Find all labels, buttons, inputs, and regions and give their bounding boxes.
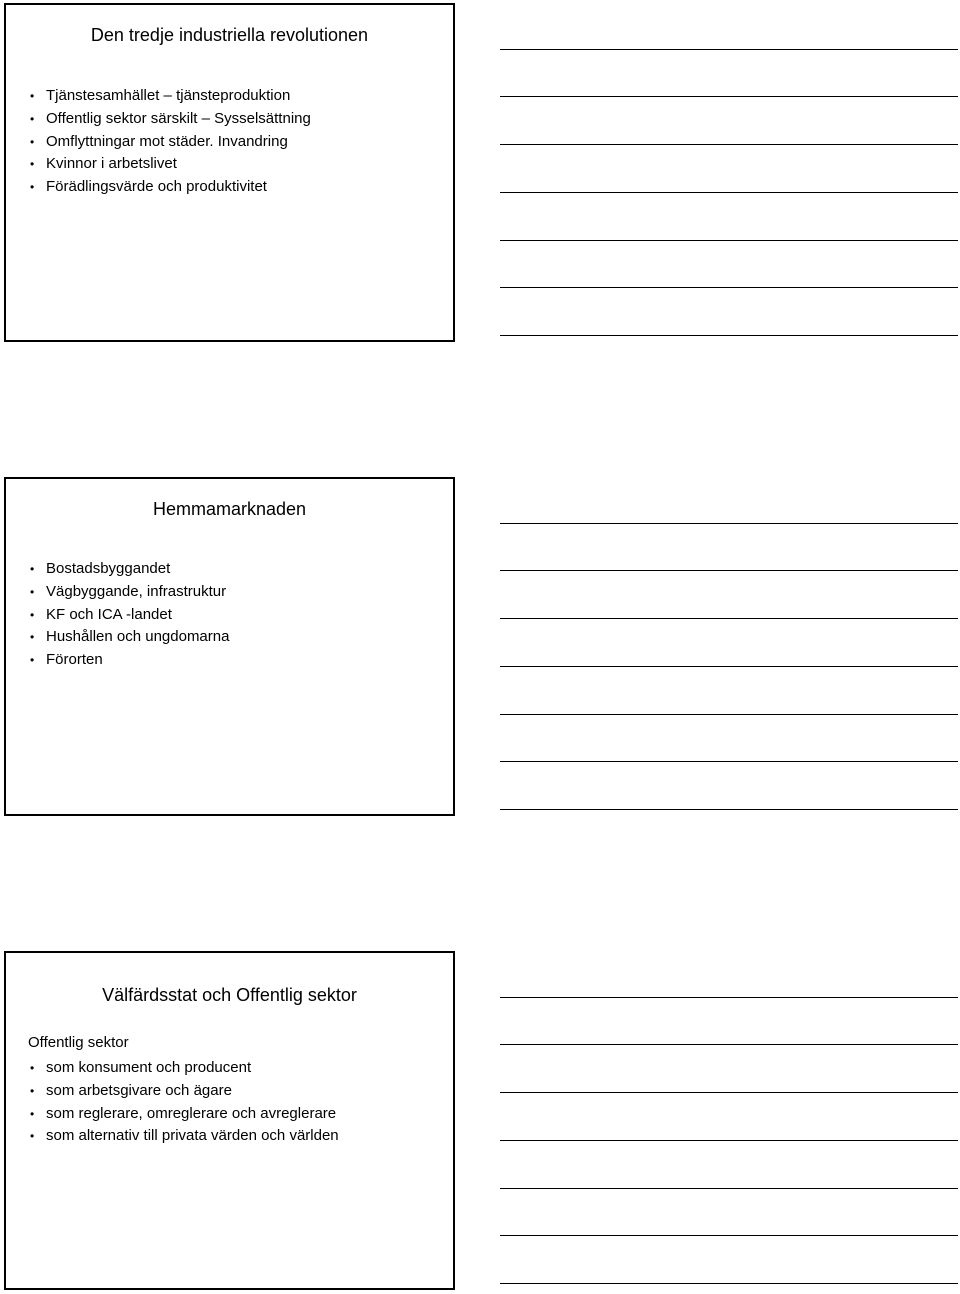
bullet-list — [30, 1057, 339, 1148]
note-line — [500, 1188, 958, 1189]
note-line — [500, 49, 958, 50]
slide-1 — [4, 3, 455, 342]
note-line — [500, 1235, 958, 1236]
slide-intro: Offentlig sektor — [28, 1034, 129, 1051]
list-item: • Bostadsbyggandet — [30, 558, 229, 581]
note-line — [500, 335, 958, 336]
list-item: • Hushållen och ungdomarna — [30, 626, 229, 649]
bullet-list — [30, 558, 229, 672]
slide-title: Hemmamarknaden — [152, 499, 307, 519]
slide-title: Välfärdsstat och Offentlig sektor — [102, 985, 357, 1005]
note-line — [500, 1044, 958, 1045]
note-line — [500, 240, 958, 241]
list-item: • Omflyttningar mot städer. Invandring — [30, 131, 311, 154]
note-line — [500, 1092, 958, 1093]
bullet-list — [30, 85, 311, 199]
note-line — [500, 1283, 958, 1284]
list-item: • som alternativ till privata värden och världen — [30, 1125, 339, 1148]
list-item: • Offentlig sektor särskilt – Sysselsättning — [30, 108, 311, 131]
note-line — [500, 997, 958, 998]
note-line — [500, 144, 958, 145]
list-item: • som reglerare, omreglerare och avreglerare — [30, 1103, 339, 1126]
notes-lines-3 — [500, 948, 958, 1288]
note-line — [500, 96, 958, 97]
list-item: • som konsument och producent — [30, 1057, 339, 1080]
list-item: • KF och ICA -landet — [30, 604, 229, 627]
notes-lines-2 — [500, 474, 958, 814]
list-item: • som arbetsgivare och ägare — [30, 1080, 339, 1103]
list-item: • Förorten — [30, 649, 229, 672]
note-line — [500, 192, 958, 193]
list-item: • Förädlingsvärde och produktivitet — [30, 176, 311, 199]
slide-3 — [4, 951, 455, 1290]
note-line — [500, 570, 958, 571]
list-item: • Tjänstesamhället – tjänsteproduktion — [30, 85, 311, 108]
note-line — [500, 809, 958, 810]
note-line — [500, 1140, 958, 1141]
slide-title: Den tredje industriella revolutionen — [90, 25, 369, 45]
notes-lines-1 — [500, 0, 958, 340]
note-line — [500, 761, 958, 762]
list-item: • Kvinnor i arbetslivet — [30, 153, 311, 176]
note-line — [500, 523, 958, 524]
note-line — [500, 618, 958, 619]
note-line — [500, 666, 958, 667]
list-item: • Vägbyggande, infrastruktur — [30, 581, 229, 604]
note-line — [500, 287, 958, 288]
note-line — [500, 714, 958, 715]
slide-2 — [4, 477, 455, 816]
